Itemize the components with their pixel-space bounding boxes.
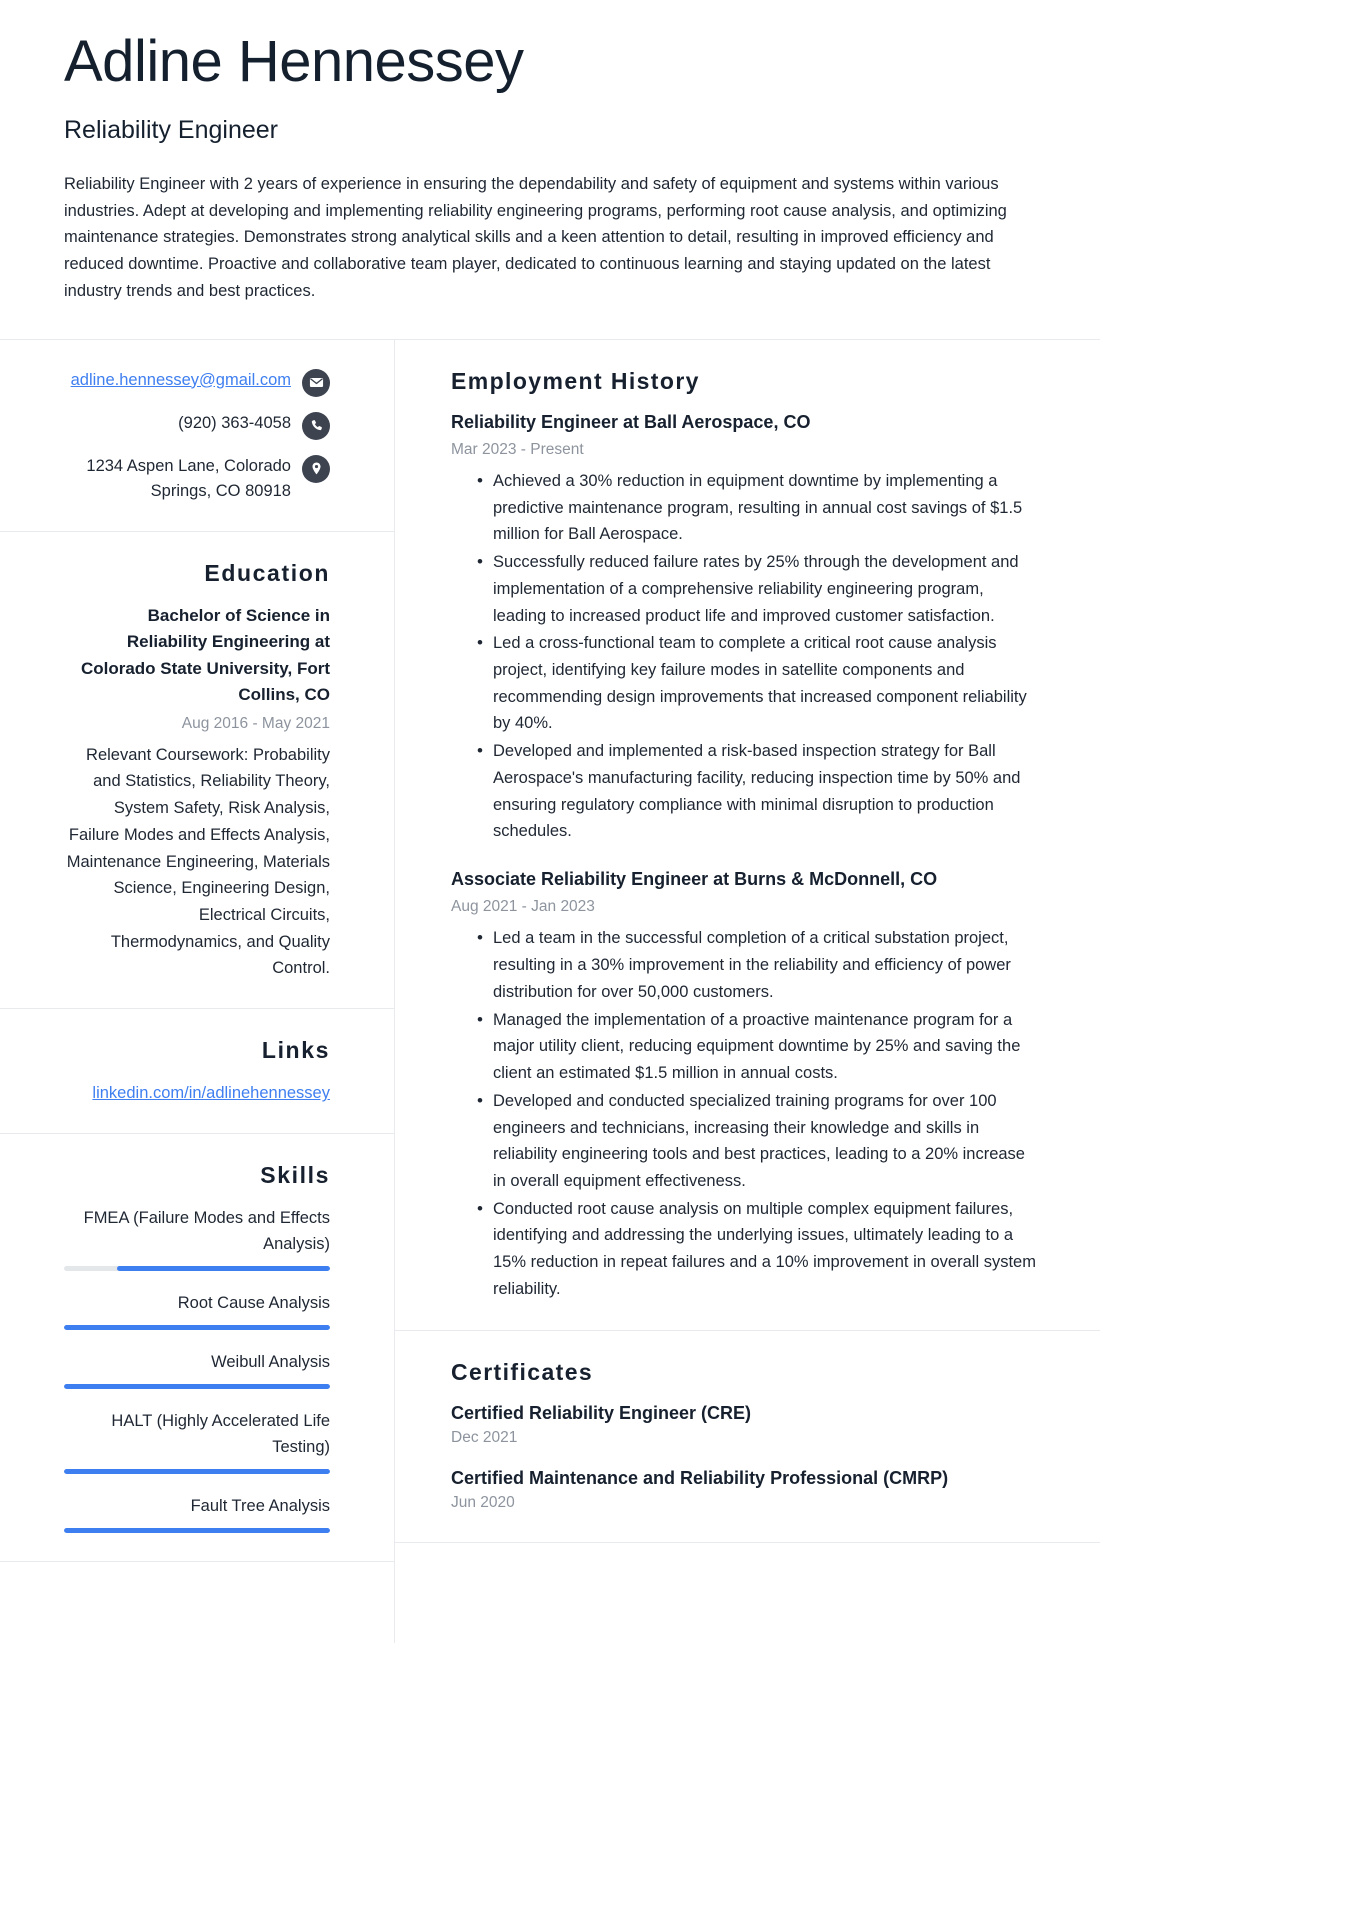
- professional-summary: Reliability Engineer with 2 years of experience in ensuring the dependability and safety of equipment and systems within various industries. Adept at developing and implementing reliability engineering programs, performing root cause analysis, and optimizing maintenance strategies. Demonstrates strong analytical skills and a keen attention to detail, resulting in improved efficiency and reduced downtime. Proactive and collaborative team player, dedicated to continuous learning and staying updated on the latest industry trends and best practices.: [64, 174, 1007, 300]
- certificate-name: Certified Maintenance and Reliability Professional (CMRP): [451, 1467, 949, 1488]
- links-heading: Links: [261, 1037, 330, 1064]
- skill-progress-fill: [64, 1528, 330, 1533]
- phone-text: (920) 363-4058: [178, 413, 291, 432]
- skill-label: Fault Tree Analysis: [190, 1496, 330, 1515]
- skill-progress-fill: [117, 1266, 330, 1271]
- links-block: [0, 1009, 394, 1133]
- skill-progress-track: [64, 1384, 330, 1389]
- location-pin-icon: [302, 455, 330, 483]
- skill-progress-fill: [64, 1325, 330, 1330]
- employment-bullet: • Managed the implementation of a proactive maintenance program for a major utility client, reducing equipment downtime by 25% and saving the client an estimated $1.5 million in annual costs.: [477, 1007, 1040, 1087]
- contact-phone-row[interactable]: [64, 411, 330, 440]
- address-text: 1234 Aspen Lane, Colorado Springs, CO 80918: [86, 456, 291, 501]
- employment-entry-date: Mar 2023 - Present: [451, 440, 584, 458]
- employment-list: [451, 410, 1040, 1303]
- employment-bullet: • Conducted root cause analysis on multiple complex equipment failures, identifying and addressing the underlying issues, ultimately leading to a 15% reduction in repeat failures and a 10% improvement in overall system reliability.: [477, 1196, 1040, 1303]
- resume-header: [0, 0, 1100, 339]
- employment-bullet: • Led a cross-functional team to complete a critical root cause analysis project, identifying key failure modes in satellite components and recommending design improvements that increased component reliability by 40%.: [477, 630, 1040, 737]
- employment-block: [395, 340, 1100, 1331]
- employment-bullet: • Led a team in the successful completion of a critical substation project, resulting in a 30% improvement in the reliability and efficiency of power distribution for over 50,000 customers.: [477, 925, 1040, 1005]
- employment-bullet: • Developed and implemented a risk-based inspection strategy for Ball Aerospace's manufacturing facility, reducing inspection time by 50% and ensuring regulatory compliance with minimal disruption to production schedules.: [477, 738, 1040, 845]
- skills-heading: Skills: [260, 1161, 330, 1188]
- certificate-entry: [451, 1466, 1040, 1512]
- education-heading: Education: [204, 560, 330, 587]
- skill-progress-track: [64, 1325, 330, 1330]
- contact-address-row[interactable]: [64, 454, 330, 505]
- certificate-date: Dec 2021: [451, 1428, 518, 1446]
- employment-entry-title: Associate Reliability Engineer at Burns & McDonnell, CO: [451, 869, 938, 890]
- phone-icon: [302, 412, 330, 440]
- link-item[interactable]: [64, 1080, 330, 1106]
- skill-item: [64, 1493, 330, 1533]
- skill-item: [64, 1408, 330, 1474]
- contact-email-row[interactable]: [64, 368, 330, 397]
- employment-heading: Employment History: [451, 367, 700, 394]
- skill-progress-fill: [64, 1384, 330, 1389]
- certificates-block: [395, 1331, 1100, 1543]
- employment-bullet-list: [451, 468, 1040, 845]
- main-tail-spacer: [395, 1543, 1100, 1643]
- job-title: Reliability Engineer: [64, 115, 279, 144]
- skill-label: FMEA (Failure Modes and Effects Analysis): [83, 1208, 330, 1253]
- skill-progress-track: [64, 1266, 330, 1271]
- skill-item: [64, 1205, 330, 1271]
- employment-entry-date: Aug 2021 - Jan 2023: [451, 898, 595, 916]
- skill-progress-fill: [64, 1469, 330, 1474]
- education-date: Aug 2016 - May 2021: [181, 715, 330, 733]
- skill-progress-track: [64, 1528, 330, 1533]
- linkedin-link[interactable]: linkedin.com/in/adlinehennessey: [92, 1084, 330, 1103]
- employment-bullet: • Successfully reduced failure rates by 25% through the development and implementation of a comprehensive reliability engineering program, leading to increased product life and improved customer satisfaction.: [477, 549, 1040, 629]
- employment-entry-title: Reliability Engineer at Ball Aerospace, CO: [451, 411, 811, 432]
- email-link[interactable]: adline.hennessey@gmail.com: [70, 370, 291, 389]
- skill-progress-track: [64, 1469, 330, 1474]
- main-content: [395, 340, 1100, 1643]
- page-title: Adline Hennessey: [64, 29, 524, 94]
- envelope-icon: [302, 369, 330, 397]
- education-description: Relevant Coursework: Probability and Statistics, Reliability Theory, System Safety, Risk Analysis, Failure Modes and Effects Analysis, Maintenance Engineering, Materials Science, Engineering Design, Electrical Circuits, Thermodynamics, and Quality Control.: [66, 745, 330, 978]
- certificate-name: Certified Reliability Engineer (CRE): [451, 1402, 752, 1423]
- employment-entry: [451, 410, 1040, 846]
- employment-bullet: • Achieved a 30% reduction in equipment downtime by implementing a predictive maintenance program, resulting in annual cost savings of $1.5 million for Ball Aerospace.: [477, 468, 1040, 548]
- contact-block: [0, 340, 394, 532]
- skill-item: [64, 1290, 330, 1330]
- employment-entry: [451, 867, 1040, 1303]
- skills-list: [64, 1205, 330, 1533]
- skill-label: Root Cause Analysis: [177, 1293, 330, 1312]
- email-text: [71, 368, 291, 394]
- skill-label: HALT (Highly Accelerated Life Testing): [111, 1411, 330, 1456]
- certificates-list: [451, 1401, 1040, 1512]
- employment-bullet-list: [451, 925, 1040, 1302]
- certificates-heading: Certificates: [451, 1358, 594, 1385]
- certificate-entry: [451, 1401, 1040, 1447]
- resume-body: [0, 340, 1100, 1643]
- education-degree: Bachelor of Science in Reliability Engineering at Colorado State University, Fort Collins, CO: [80, 606, 330, 705]
- education-block: [0, 532, 394, 1009]
- skill-item: [64, 1349, 330, 1389]
- certificate-date: Jun 2020: [451, 1493, 515, 1511]
- skills-block: [0, 1134, 394, 1562]
- sidebar: [0, 340, 395, 1643]
- employment-bullet: • Developed and conducted specialized training programs for over 100 engineers and technicians, increasing their knowledge and skills in reliability engineering tools and best practices, leading to a 20% increase in overall equipment effectiveness.: [477, 1088, 1040, 1195]
- skill-label: Weibull Analysis: [211, 1352, 330, 1371]
